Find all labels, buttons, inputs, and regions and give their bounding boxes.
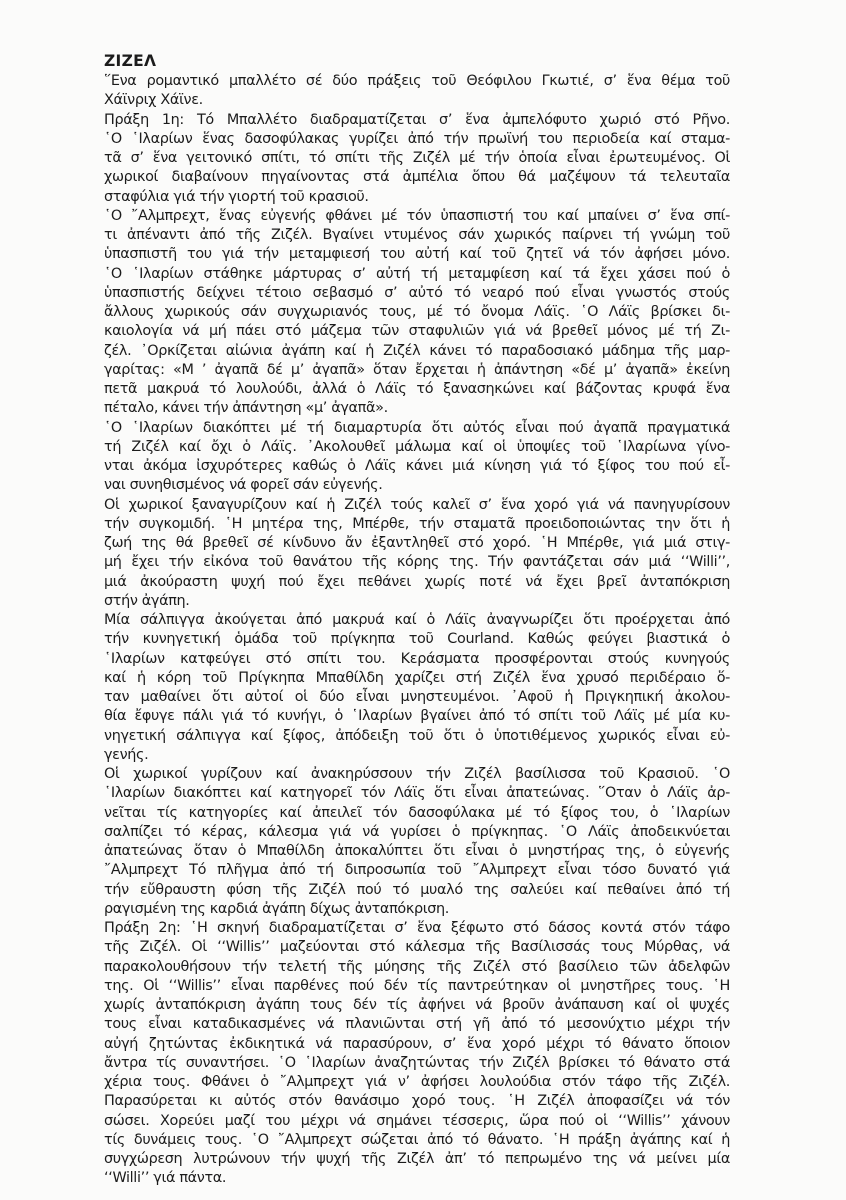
text-line: καιολογία νά μή πάει στό μάζεμα τῶν σταφυλιῶν γιά νά βρεθεῖ μόνος μέ τή Ζι- bbox=[104, 323, 730, 340]
text-line: νται ἀκόμα ἰσχυρότερες καθώς ὁ Λάϊς κάνει μιά κίνηση γιά τό ξίφος του πού εἶ- bbox=[104, 458, 730, 474]
text-line: στήν ἀγάπη. bbox=[104, 592, 190, 609]
text-line: μιά ἀκούραστη ψυχή πού ἔχει πεθάνει χωρίς ποτέ νά ἔχει βρεῖ ἀνταπόκριση bbox=[104, 573, 730, 590]
text-line: θία ἔφυγε πάλι γιά τό κυνήγι, ὁ ῾Ιλαρίων βγαίνει ἀπό τό σπίτι τοῦ Λάϊς μέ μία κυ- bbox=[104, 708, 730, 725]
text-line: ‘‘Willi’’ γιά πάντα. bbox=[104, 1170, 227, 1187]
text-line: ὑπασπιστῆ του γιά τήν μεταμφιεσή του αὐτή καί τοῦ ζητεῖ νά τόν ἀφήσει μόνο. bbox=[104, 246, 730, 263]
text-line: Οἱ χωρικοί ξαναγυρίζουν καί ἡ Ζιζέλ τούς καλεῖ σ’ ἕνα χορό γιά νά πανηγυρίσουν bbox=[104, 496, 730, 513]
text-line: τίς δυνάμεις τους. ῾Ο ῎Αλμπρεχτ σώζεται ἀπό τό θάνατο. ῾Η πράξη ἀγάπης καί ἡ bbox=[104, 1131, 730, 1148]
text-line: νεῖται τίς κατηγορίες καί ἀπειλεῖ τόν δασοφύλακα μέ τό ξίφος του, ὁ ῾Ιλαρίων bbox=[104, 804, 730, 821]
text-line: συγχώρεση λυτρώνουν τήν ψυχή τῆς Ζιζέλ ἀπ’ τό πεπρωμένο της νά μείνει μία bbox=[104, 1151, 730, 1167]
text-line: τή Ζιζέλ καί ὄχι ὁ Λάϊς. ᾿Ακολουθεῖ μάλωμα καί οἱ ὑποψίες τοῦ ῾Ιλαρίωνα γίνο- bbox=[104, 438, 730, 455]
text-line: Μία σάλπιγγα ἀκούγεται ἀπό μακρυά καί ὁ Λάϊς ἀναγνωρίζει ὅτι προέρχεται ἀπό bbox=[104, 612, 730, 628]
text-line: ἀπατεώνας ὅταν ὁ Μπαθίλδη ἀποκαλύπτει ὅτι εἶναι ὁ μνηστήρας της, ὁ εὐγενής bbox=[104, 843, 730, 859]
text-line: γενής. bbox=[104, 746, 149, 763]
text-line: ῾Ιλαρίων κατφεύγει στό σπίτι του. Κεράσματα προσφέρονται στούς κυνηγούς bbox=[104, 650, 730, 667]
text-line: χέρια τους. Φθάνει ὁ ῎Αλμπρεχτ γιά ν’ ἀφήσει λουλούδια στόν τάφο τῆς Ζιζέλ. bbox=[104, 1074, 730, 1090]
text-line: σαλπίζει τό κέρας, κάλεσμα γιά νά γυρίσει ὁ πρίγκηπας. ῾Ο Λάϊς ἀποδεικνύεται bbox=[104, 823, 730, 840]
text-line: ῾Ο ῾Ιλαρίων ἕνας δασοφύλακας γυρίζει ἀπό τήν πρωϊνή του περιοδεία καί σταμα- bbox=[104, 130, 730, 147]
text-line: τήν κυνηγετική ὁμάδα τοῦ πρίγκηπα τοῦ Courland. Καθώς φεύγει βιαστικά ὁ bbox=[104, 631, 730, 648]
text-line: αὐγή ζητώντας ἐκδικητικά νά παρασύρουν, σ’ ἕνα χορό μέχρι τό θάνατο ὅποιον bbox=[104, 1035, 730, 1052]
text-line: ἄλλους χωρικούς σάν συγχωριανός τους, μέ τό ὄνομα Λάϊς. ῾Ο Λάϊς βρίσκει δι- bbox=[104, 304, 730, 320]
text-line: πέταλο, κάνει τήν ἀπάντηση «μ’ ἀγαπᾶ». bbox=[104, 400, 388, 417]
text-line: Χάϊνριχ Χάϊνε. bbox=[104, 92, 203, 109]
text-line: χωρικοί διαβαίνουν πηγαίνοντας στά ἀμπέλια ὅπου θά μαζέψουν τά τελευταῖα bbox=[104, 169, 730, 186]
text-line: τᾶ σ’ ἕνα γειτονικό σπίτι, τό σπίτι τῆς Ζιζέλ μέ τήν ὁποία εἶναι ἐρωτευμένος. Οἱ bbox=[104, 150, 730, 166]
text-line: τήν εὔθραυστη φύση τῆς Ζιζέλ πού τό μυαλό της σαλεύει καί πεθαίνει ἀπό τή bbox=[104, 881, 730, 898]
text-line: Πράξη 1η: Τό Μπαλλέτο διαδραματίζεται σ’ ἕνα ἀμπελόφυτο χωριό στό Ρῆνο. bbox=[104, 111, 730, 128]
synopsis-text-block bbox=[104, 52, 730, 1189]
text-line: παρακολουθήσουν τήν τελετή τῆς μύησης τῆς Ζιζέλ στό βασίλειο τῶν ἀδελφῶν bbox=[104, 958, 730, 975]
text-line: ἄντρα τίς συναντήσει. ῾Ο ῾Ιλαρίων ἀναζητώντας τήν Ζιζέλ βρίσκει τό θάνατο στά bbox=[104, 1054, 730, 1071]
text-line: ῾Ο ῾Ιλαρίων διακόπτει μέ τή διαμαρτυρία ὅτι αὐτός εἶναι πού ἀγαπᾶ πραγματικά bbox=[104, 419, 730, 436]
text-line: ζωή της θά βρεθεῖ σέ κίνδυνο ἄν ἐξαντληθεῖ στό χορό. ῾Η Μπέρθε, γιά μιά στιγ- bbox=[104, 535, 730, 551]
text-line: καί ἡ κόρη τοῦ Πρίγκηπα Μπαθίλδη χαρίζει στή Ζιζέλ ἕνα χρυσό περιδέραιο ὅ- bbox=[104, 669, 730, 686]
text-line: ῞Ενα ρομαντικό μπαλλέτο σέ δύο πράξεις τοῦ Θεόφιλου Γκωτιέ, σ’ ἕνα θέμα τοῦ bbox=[104, 73, 730, 89]
text-line: ὑπασπιστής δείχνει τέτοιο σεβασμό σ’ αὐτό τό νεαρό πού εἶναι γνωστός στούς bbox=[104, 284, 730, 301]
text-line: ῾Ο ῎Αλμπρεχτ, ἕνας εὐγενής φθάνει μέ τόν ὑπασπιστή του καί μπαίνει σ’ ἕνα σπί- bbox=[104, 207, 730, 224]
text-line: τῆς Ζιζέλ. Οἱ ‘‘Willis’’ μαζεύονται στό κάλεσμα τῆς Βασίλισσάς τους Μύρθας, νά bbox=[104, 939, 730, 956]
text-line: νηγετική σάλπιγγα καί ξίφος, ἀπόδειξη τοῦ ὅτι ὁ ὑποτιθέμενος χωρικός εἶναι εὐ- bbox=[104, 727, 730, 744]
text-line: της. Οἱ ‘‘Willis’’ εἶναι παρθένες πού δέν τίς παντρεύτηκαν οἱ μνηστῆρες τους. ῾Η bbox=[104, 977, 730, 994]
text-line: γαρίτας: «Μ ’ ἀγαπᾶ δέ μ’ ἀγαπᾶ» ὅταν ἔρχεται ἡ ἀπάντηση «δέ μ’ ἀγαπᾶ» ἐκείνη bbox=[104, 361, 730, 378]
text-line: ναι συνηθισμένος νά φορεῖ σάν εὐγενής. bbox=[104, 477, 383, 494]
text-line: τήν συγκομιδή. ῾Η μητέρα της, Μπέρθε, τήν σταματᾶ προειδοποιώντας την ὅτι ἡ bbox=[104, 515, 730, 532]
text-line: σώσει. Χορεύει μαζί του μέχρι νά σημάνει τέσσερις, ὥρα πού οἱ ‘‘Willis’’ χάνουν bbox=[104, 1112, 730, 1129]
text-line: Παρασύρεται κι αὐτός στόν θανάσιμο χορό τους. ῾Η Ζιζέλ ἀποφασίζει νά τόν bbox=[104, 1093, 730, 1110]
text-line: τους εἶναι καταδικασμένες νά πλανιῶνται στή γῆ ἀπό τό μεσονύχτιο μέχρι τήν bbox=[104, 1016, 730, 1033]
text-line: ῾Ο ῾Ιλαρίων στάθηκε μάρτυρας σ’ αὐτή τή μεταμφίεση καί τά ἔχει χάσει πού ὁ bbox=[104, 265, 730, 282]
text-line: ῾Ιλαρίων διακόπτει καί κατηγορεῖ τόν Λάϊς ὅτι εἶναι ἀπατεώνας. ῞Οταν ὁ Λάϊς ἀρ- bbox=[104, 785, 730, 802]
text-line: ταν μαθαίνει ὅτι αὐτοί οἱ δύο εἶναι μνηστευμένοι. ᾿Αφοῦ ἡ Πριγκηπική ἀκολου- bbox=[104, 689, 730, 705]
text-line: μή ἔχει τήν εἰκόνα τοῦ θανάτου τῆς κόρης της. Τήν φαντάζεται σάν μιά ‘‘Willi’’, bbox=[104, 554, 730, 571]
text-line: πετᾶ μακρυά τό λουλούδι, ἀλλά ὁ Λάϊς τό ξανασηκώνει καί βάζοντας κρυφά ἕνα bbox=[104, 381, 730, 397]
text-line: χωρίς ἀνταπόκριση ἀγάπη τους δέν τίς ἀφήνει νά βροῦν ἀνάπαυση καί οἱ ψυχές bbox=[104, 997, 730, 1013]
document-title: ΖΙΖΕΛ bbox=[104, 52, 157, 70]
text-line: ζέλ. ᾿Ορκίζεται αἰώνια ἀγάπη καί ἡ Ζιζέλ κάνει τό παραδοσιακό μάδημα τῆς μαρ- bbox=[104, 342, 730, 359]
text-line: Οἱ χωρικοί γυρίζουν καί ἀνακηρύσσουν τήν Ζιζέλ βασίλισσα τοῦ Κρασιοῦ. ῾Ο bbox=[104, 766, 730, 782]
text-line: σταφύλια γιά τήν γιορτή τοῦ κρασιοῦ. bbox=[104, 188, 369, 205]
text-line: ῎Αλμπρεχτ Τό πλῆγμα ἀπό τή διπροσωπία τοῦ ῎Αλμπρεχτ εἶναι τόσο δυνατό γιά bbox=[104, 862, 730, 879]
text-line: τι ἀπέναντι ἀπό τῆς Ζιζέλ. Βγαίνει ντυμένος σάν χωρικός παίρνει τή γνώμη τοῦ bbox=[104, 227, 730, 243]
text-line: ραγισμένη της καρδιά ἀγάπη δίχως ἀνταπόκριση. bbox=[104, 900, 450, 917]
synopsis-body bbox=[104, 72, 730, 1189]
text-line: Πράξη 2η: ῾Η σκηνή διαδραματίζεται σ’ ἕνα ξέφωτο στό δάσος κοντά στόν τάφο bbox=[104, 920, 730, 936]
